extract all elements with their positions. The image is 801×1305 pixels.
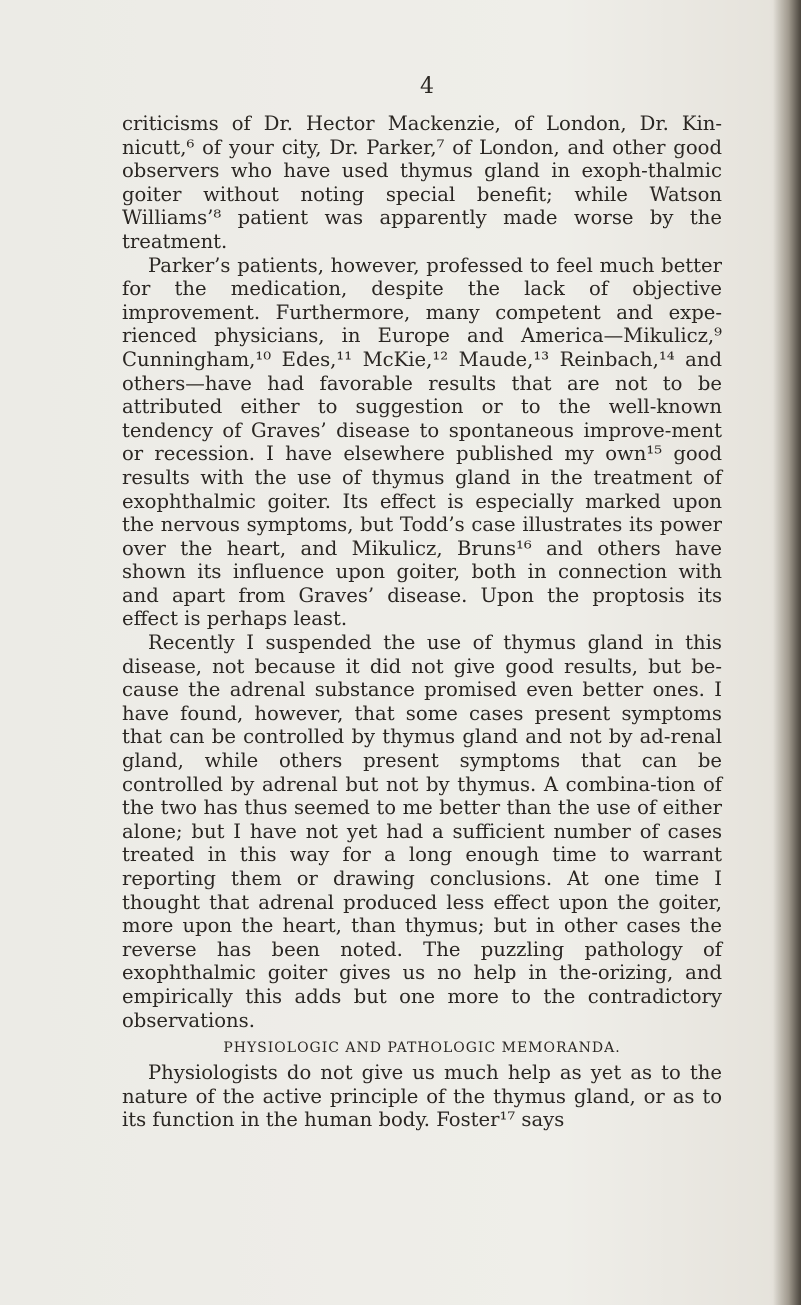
- section-heading: PHYSIOLOGIC AND PATHOLOGIC MEMORANDA.: [223, 1040, 621, 1057]
- paragraph-3: Recently I suspended the use of thymus gland in this disease, not because it did not give good results, but be-cause the adrenal substance promised even better ones. I have found, however, that some cases present symptoms that can be controlled by thymus gland and not by ad-renal gland, while others present symptoms that can be controlled by adrenal but not by thymus. A combina-tion of the two has thus seemed to me better than the use of either alone; but I have not yet had a sufficient number of cases treated in this way for a long enough time to warrant reporting them or drawing conclusions. At one time I thought that adrenal produced less effect upon the goiter, more upon the heart, than thymus; but in other cases the reverse has been noted. The puzzling pathology of exophthalmic goiter gives us no help in the-orizing, and empirically this adds but one more to the contradictory observations.: [122, 631, 722, 1032]
- page-edge-shadow: [773, 0, 801, 1305]
- paragraph-1: criticisms of Dr. Hector Mackenzie, of London, Dr. Kin-nicutt,⁶ of your city, Dr. Parker,⁷ of London, and other good observers who have used thymus gland in exoph-thalmic goiter without noting special benefit; while Watson Williams’⁸ patient was apparently made worse by the treatment.: [122, 112, 722, 253]
- body-text: [122, 112, 722, 1132]
- paragraph-4: Physiologists do not give us much help as yet as to the nature of the active principle of the thymus gland, or as to its function in the human body. Foster¹⁷ says: [122, 1061, 722, 1132]
- paragraph-2: Parker’s patients, however, professed to feel much better for the medication, despite the lack of objective improvement. Furthermore, many competent and expe-rienced physicians, in Europe and America—Mikulicz,⁹ Cunningham,¹⁰ Edes,¹¹ McKie,¹² Maude,¹³ Reinbach,¹⁴ and others—have had favorable results that are not to be attributed either to suggestion or to the well-known tendency of Graves’ disease to spontaneous improve-ment or recession. I have elsewhere published my own¹⁵ good results with the use of thymus gland in the treatment of exophthalmic goiter. Its effect is especially marked upon the nervous symptoms, but Todd’s case illustrates its power over the heart, and Mikulicz, Bruns¹⁶ and others have shown its influence upon goiter, both in connection with and apart from Graves’ disease. Upon the proptosis its effect is perhaps least.: [122, 253, 722, 631]
- page-number: 4: [420, 74, 435, 99]
